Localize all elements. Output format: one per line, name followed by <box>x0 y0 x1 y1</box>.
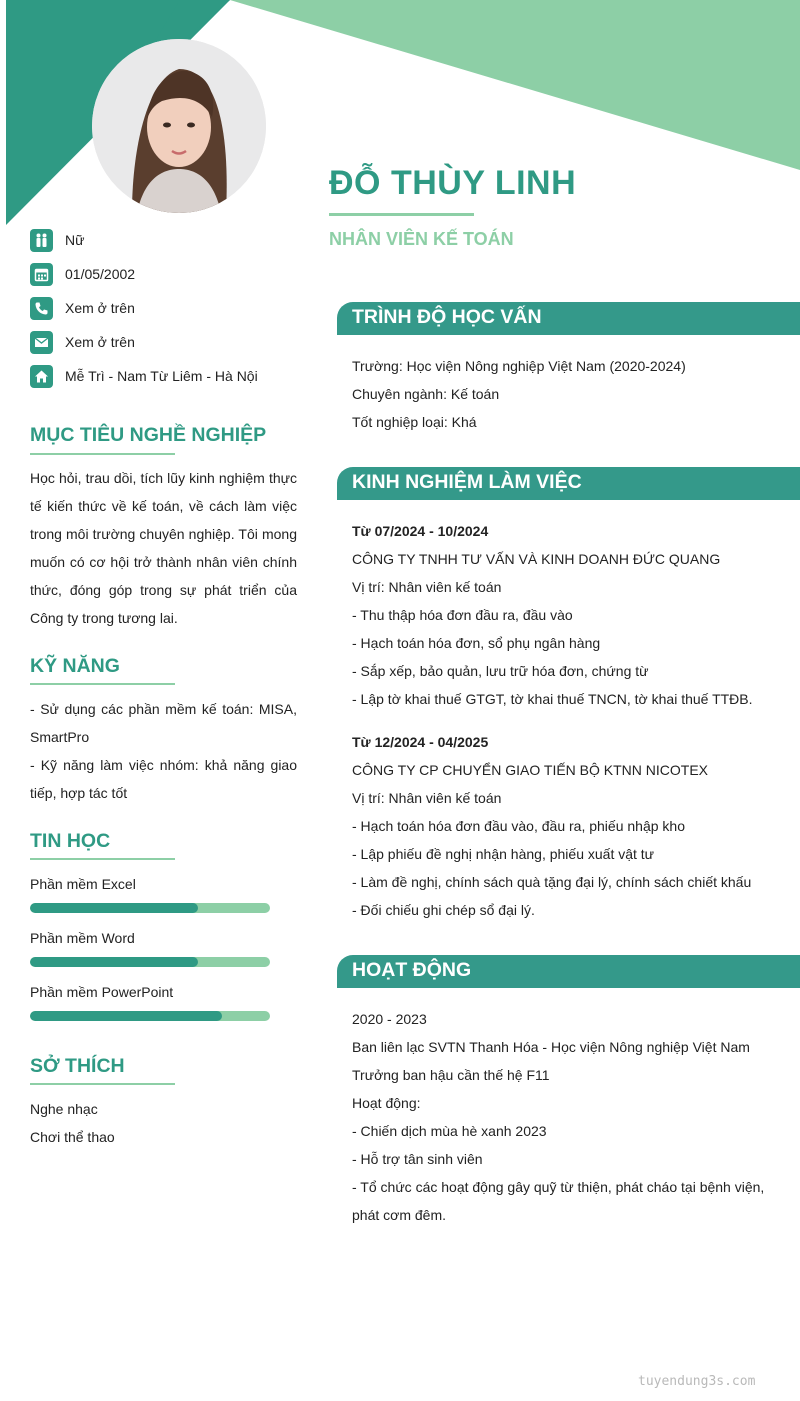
experience-job-1 <box>352 517 782 713</box>
avatar <box>92 39 266 213</box>
activity-line: 2020 - 2023 <box>352 1011 427 1027</box>
experience-heading: KINH NGHIỆM LÀM VIỆC <box>352 471 582 493</box>
objective-heading: MỤC TIÊU NGHỀ NGHIỆP <box>30 424 267 446</box>
hobbies-divider <box>30 1083 175 1085</box>
job-role: Vị trí: Nhân viên kế toán <box>352 790 502 806</box>
job-company: CÔNG TY TNHH TƯ VẤN VÀ KINH DOANH ĐỨC QUANG <box>352 551 721 567</box>
contact-birthday-text: 01/05/2002 <box>65 266 136 282</box>
skills-item-2: - Kỹ năng làm việc nhóm: khả năng giao tiếp, hợp tác tốt <box>30 757 297 801</box>
contact-email <box>30 325 310 359</box>
job-task: - Sắp xếp, bảo quản, lưu trữ hóa đơn, chứng từ <box>352 663 649 679</box>
objective-divider <box>30 453 175 455</box>
contact-gender <box>30 223 310 257</box>
candidate-name: ĐỖ THÙY LINH <box>329 164 577 202</box>
profile-photo <box>92 39 266 213</box>
job-period: Từ 12/2024 - 04/2025 <box>352 734 489 750</box>
education-heading: TRÌNH ĐỘ HỌC VẤN <box>352 306 542 328</box>
activities-band <box>337 955 800 988</box>
activity-line: Trưởng ban hậu cần thế hệ F11 <box>352 1067 550 1083</box>
computing-level-fill <box>30 903 198 913</box>
name-divider <box>329 213 474 216</box>
contact-list <box>30 223 310 393</box>
experience-job-2 <box>352 728 782 924</box>
job-task: - Lập phiếu đề nghị nhận hàng, phiếu xuất vật tư <box>352 846 655 862</box>
activity-line: - Chiến dịch mùa hè xanh 2023 <box>352 1123 547 1139</box>
job-company: CÔNG TY CP CHUYỂN GIAO TIẾN BỘ KTNN NICOTEX <box>352 762 709 778</box>
contact-email-text: Xem ở trên <box>65 334 135 350</box>
activity-line: - Tổ chức các hoạt động gây quỹ từ thiện, phát cháo tại bệnh viện, phát cơm đêm. <box>352 1179 765 1223</box>
education-major: Chuyên ngành: Kế toán <box>352 386 500 402</box>
contact-gender-text: Nữ <box>65 232 85 248</box>
job-task: - Hạch toán hóa đơn đầu vào, đầu ra, phiếu nhập kho <box>352 818 685 834</box>
candidate-position: NHÂN VIÊN KẾ TOÁN <box>329 229 514 249</box>
computing-level-bar <box>30 1011 270 1021</box>
job-task: - Thu thập hóa đơn đầu ra, đầu vào <box>352 607 573 623</box>
computing-divider <box>30 858 175 860</box>
contact-birthday <box>30 257 310 291</box>
job-role: Vị trí: Nhân viên kế toán <box>352 579 502 595</box>
experience-band <box>337 467 800 500</box>
contact-phone-text: Xem ở trên <box>65 300 135 316</box>
job-task: - Hạch toán hóa đơn, sổ phụ ngân hàng <box>352 635 601 651</box>
hobby-item: Nghe nhạc <box>30 1101 98 1117</box>
computing-heading: TIN HỌC <box>30 830 111 852</box>
contact-phone <box>30 291 310 325</box>
computing-level-bar <box>30 957 270 967</box>
computing-item-name: Phần mềm Excel <box>30 876 136 892</box>
home-icon <box>30 365 53 388</box>
email-icon <box>30 331 53 354</box>
education-grade: Tốt nghiệp loại: Khá <box>352 414 477 430</box>
job-task: - Lập tờ khai thuế GTGT, tờ khai thuế TNCN, tờ khai thuế TTĐB. <box>352 691 753 707</box>
watermark: tuyendung3s.com <box>638 1374 756 1389</box>
hobby-item: Chơi thể thao <box>30 1129 115 1145</box>
gender-icon <box>30 229 53 252</box>
job-task: - Đối chiếu ghi chép sổ đại lý. <box>352 902 535 918</box>
education-block <box>352 352 782 436</box>
computing-item-name: Phần mềm PowerPoint <box>30 984 174 1000</box>
computing-level-fill <box>30 1011 222 1021</box>
objective-text: Học hỏi, trau dồi, tích lũy kinh nghiệm thực tế kiến thức về kế toán, về cách làm việc trong môi trường chuyên nghiệp. Tôi mong muốn có cơ hội trở thành nhân viên chính thức, đóng góp trong sự phát triển của Công ty trong tương lai. <box>30 470 297 626</box>
calendar-icon <box>30 263 53 286</box>
skills-divider <box>30 683 175 685</box>
education-band <box>337 302 800 335</box>
activity-line: - Hỗ trợ tân sinh viên <box>352 1151 483 1167</box>
skills-item-1: - Sử dụng các phần mềm kế toán: MISA, SmartPro <box>30 701 297 745</box>
computing-level-bar <box>30 903 270 913</box>
job-task: - Làm đề nghị, chính sách quà tặng đại lý, chính sách chiết khấu <box>352 874 752 890</box>
activity-line: Hoạt động: <box>352 1095 421 1111</box>
job-period: Từ 07/2024 - 10/2024 <box>352 523 489 539</box>
hobbies-heading: SỞ THÍCH <box>30 1055 125 1077</box>
computing-item-name: Phần mềm Word <box>30 930 135 946</box>
activities-heading: HOẠT ĐỘNG <box>352 959 472 981</box>
skills-heading: KỸ NĂNG <box>30 655 120 677</box>
contact-address <box>30 359 310 393</box>
education-school: Trường: Học viện Nông nghiệp Việt Nam (2020-2024) <box>352 358 686 374</box>
activities-block <box>352 1005 782 1229</box>
contact-address-text: Mễ Trì - Nam Từ Liêm - Hà Nội <box>65 368 258 384</box>
activity-line: Ban liên lạc SVTN Thanh Hóa - Học viện Nông nghiệp Việt Nam <box>352 1039 750 1055</box>
computing-level-fill <box>30 957 198 967</box>
phone-icon <box>30 297 53 320</box>
